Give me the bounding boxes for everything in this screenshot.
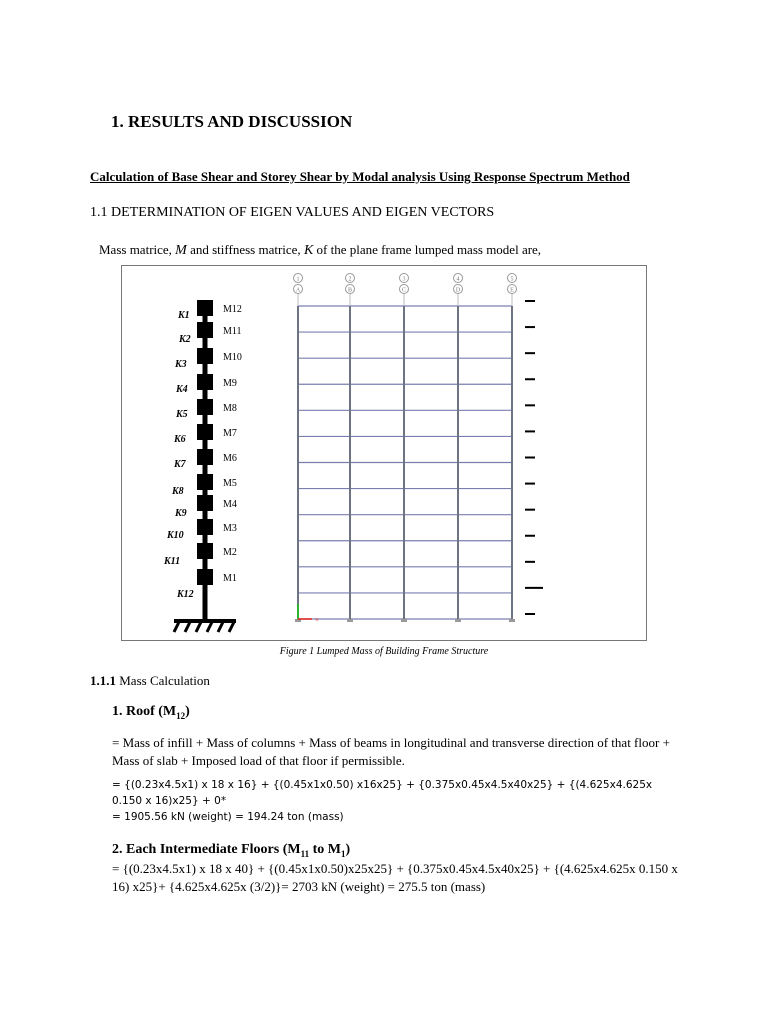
roof-formula-line2: = 1905.56 kN (weight) = 194.24 ton (mass) <box>112 811 344 823</box>
section-heading: 1.1 DETERMINATION OF EIGEN VALUES AND EIGEN VECTORS <box>90 205 495 220</box>
column-base <box>509 619 515 622</box>
intermediate-heading-text: 2. Each Intermediate Floors (M <box>112 842 301 857</box>
intermediate-sub2: 1 <box>340 848 346 859</box>
grid-bubble-letter-text: E <box>510 287 514 294</box>
main-heading: 1. RESULTS AND DISCUSSION <box>111 112 353 131</box>
ground-hatch <box>185 622 190 632</box>
stiffness-symbol: K <box>303 243 314 258</box>
mass-symbol: M <box>175 243 187 258</box>
mass-label: M1 <box>223 573 237 584</box>
ground-hatch <box>207 622 212 632</box>
roof-heading-end: ) <box>185 704 190 719</box>
ground-hatch <box>218 622 223 632</box>
mass-block <box>197 374 213 390</box>
calculation-title: Calculation of Base Shear and Storey Shear by Modal analysis Using Response Spectrum Method <box>90 169 630 184</box>
intro-text-3: of the plane frame lumped mass model are, <box>313 242 542 257</box>
mass-block <box>197 569 213 585</box>
stiffness-label: K5 <box>176 409 188 420</box>
mass-label: M9 <box>223 378 237 389</box>
ground-hatch <box>196 622 201 632</box>
intermediate-heading-end: ) <box>345 842 351 857</box>
lumped-mass-figure <box>122 266 646 640</box>
mass-block <box>197 474 213 490</box>
intro-paragraph <box>99 242 541 259</box>
roof-heading <box>112 704 190 721</box>
subsection-title: Mass Calculation <box>116 673 210 688</box>
ground-hatch <box>229 622 234 632</box>
subsection-number: 1.1.1 <box>90 673 116 688</box>
intro-text-2: and stiffness matrice, <box>186 242 304 257</box>
axis-x-marker: × <box>315 616 319 624</box>
mass-label: M12 <box>223 304 242 315</box>
mass-label: M4 <box>223 499 237 510</box>
stiffness-label: K12 <box>177 589 194 600</box>
mass-block <box>197 449 213 465</box>
roof-heading-sub: 12 <box>176 710 186 721</box>
mass-block <box>197 495 213 511</box>
stiffness-label: K6 <box>174 434 186 445</box>
mass-block <box>197 399 213 415</box>
mass-block <box>197 348 213 364</box>
mass-block <box>197 543 213 559</box>
roof-heading-text: 1. Roof (M <box>112 704 177 719</box>
mass-label: M10 <box>223 352 242 363</box>
intermediate-sub1: 11 <box>300 848 310 859</box>
mass-label: M8 <box>223 403 237 414</box>
column-base <box>401 619 407 622</box>
mass-label: M2 <box>223 547 237 558</box>
intro-text-1: Mass matrice, <box>99 242 176 257</box>
mass-label: M6 <box>223 453 237 464</box>
mass-block <box>197 519 213 535</box>
grid-bubble-number-text: 2 <box>348 276 352 283</box>
grid-bubble-number-text: 3 <box>402 276 406 283</box>
mass-label: M11 <box>223 326 242 337</box>
grid-bubble-number-text: 5 <box>510 276 514 283</box>
intermediate-heading <box>112 842 350 859</box>
stiffness-label: K4 <box>176 384 188 395</box>
mass-label: M3 <box>223 523 237 534</box>
stiffness-label: K11 <box>164 556 181 567</box>
grid-bubble-number-text: 4 <box>456 276 460 283</box>
stiffness-label: K9 <box>175 508 187 519</box>
stiffness-label: K10 <box>167 530 184 541</box>
stiffness-label: K8 <box>172 486 184 497</box>
roof-description: = Mass of infill + Mass of columns + Mass of beams in longitudinal and transverse direction of that floor + Mass of slab + Imposed load of that floor if permissible. <box>112 735 670 768</box>
grid-bubble-letter-text: D <box>455 287 461 294</box>
stiffness-label: K2 <box>179 334 191 345</box>
roof-formula-line1: = {(0.23x4.5x1) x 18 x 16} + {(0.45x1x0.50) x16x25} + {0.375x0.45x4.5x40x25} + {(4.625x4.625x 0.150 x 16)x25} + 0* <box>112 779 653 807</box>
mass-label: M5 <box>223 478 237 489</box>
stiffness-label: K7 <box>174 459 186 470</box>
roof-formula <box>112 777 672 825</box>
mass-block <box>197 424 213 440</box>
figure-frame <box>121 265 647 641</box>
subsection-heading <box>90 673 210 689</box>
ground-hatch <box>174 622 179 632</box>
column-base <box>455 619 461 622</box>
intermediate-formula: = {(0.23x4.5x1) x 18 x 40} + {(0.45x1x0.50)x25x25} + {0.375x0.45x4.5x40x25} + {(4.625x4.625x 0.150 x 16) x25}+ {4.625x4.625x (3/2)}= 2703 kN (weight) = 275.5 ton (mass) <box>112 861 678 894</box>
grid-bubble-letter-text: C <box>401 287 407 294</box>
mass-block <box>197 322 213 338</box>
grid-bubble-letter-text: A <box>295 287 301 294</box>
column-base <box>347 619 353 622</box>
grid-bubble-letter-text: B <box>347 287 353 294</box>
mass-block <box>197 300 213 316</box>
grid-bubble-number-text: 1 <box>296 276 300 283</box>
mass-label: M7 <box>223 428 237 439</box>
figure-caption: Figure 1 Lumped Mass of Building Frame Structure <box>279 646 489 657</box>
intermediate-heading-mid: to M <box>309 842 341 857</box>
stiffness-label: K1 <box>178 310 190 321</box>
stiffness-label: K3 <box>175 359 187 370</box>
